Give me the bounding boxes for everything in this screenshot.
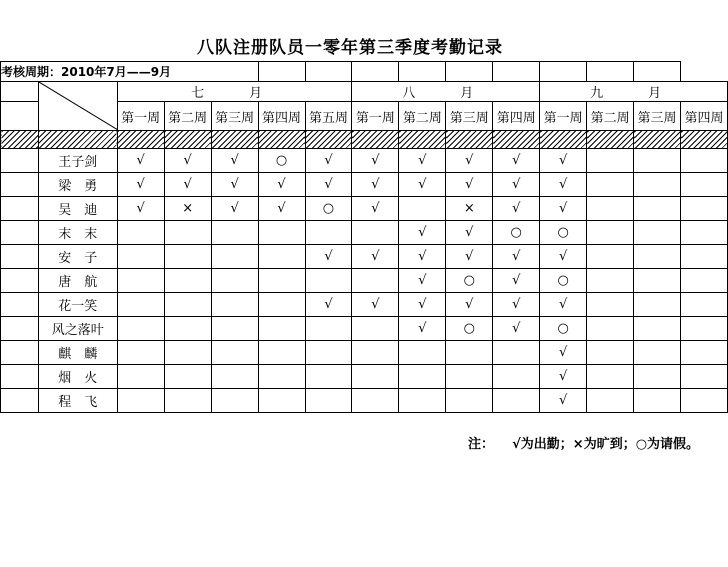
hatch-cell — [38, 131, 117, 149]
attendance-mark: √ — [211, 173, 258, 197]
attendance-mark: × — [164, 197, 211, 221]
attendance-mark — [634, 197, 681, 221]
attendance-mark: √ — [399, 173, 446, 197]
table-row — [1, 197, 728, 221]
attendance-mark — [258, 365, 305, 389]
hatch-cell — [1, 131, 39, 149]
legend-label: 注： — [468, 437, 495, 452]
attendance-mark — [587, 341, 634, 365]
member-name: 唐 航 — [38, 269, 117, 293]
attendance-mark: √ — [164, 173, 211, 197]
attendance-mark — [681, 365, 728, 389]
attendance-mark — [634, 221, 681, 245]
attendance-mark: √ — [258, 173, 305, 197]
attendance-mark: √ — [540, 341, 587, 365]
attendance-mark — [587, 245, 634, 269]
hatch-cell — [117, 131, 164, 149]
attendance-mark — [164, 365, 211, 389]
hatch-cell — [446, 131, 493, 149]
month-header: 八 月 — [352, 82, 540, 102]
attendance-mark — [681, 221, 728, 245]
attendance-mark: √ — [493, 317, 540, 341]
attendance-mark: √ — [117, 173, 164, 197]
attendance-mark — [305, 221, 352, 245]
attendance-mark — [352, 221, 399, 245]
attendance-mark — [117, 317, 164, 341]
attendance-mark — [211, 365, 258, 389]
attendance-mark: √ — [399, 269, 446, 293]
legend-leave: ○为请假。 — [635, 437, 700, 452]
attendance-mark — [399, 365, 446, 389]
attendance-mark: √ — [446, 149, 493, 173]
member-name: 烟 火 — [38, 365, 117, 389]
attendance-mark — [305, 365, 352, 389]
attendance-mark: ○ — [493, 221, 540, 245]
week-header: 第四周 — [493, 102, 540, 131]
week-header: 第二周 — [164, 102, 211, 131]
sheet-title: 八队注册队员一零年第三季度考勤记录 — [197, 38, 503, 58]
hatch-cell — [540, 131, 587, 149]
attendance-mark — [164, 269, 211, 293]
attendance-mark: ○ — [258, 149, 305, 173]
member-name: 梁 勇 — [38, 173, 117, 197]
member-name: 末 末 — [38, 221, 117, 245]
attendance-mark — [446, 389, 493, 413]
week-header: 第一周 — [352, 102, 399, 131]
attendance-mark — [587, 293, 634, 317]
week-header: 第三周 — [446, 102, 493, 131]
attendance-mark: √ — [258, 197, 305, 221]
attendance-mark — [352, 389, 399, 413]
attendance-mark — [446, 365, 493, 389]
attendance-mark: √ — [399, 317, 446, 341]
attendance-mark: √ — [540, 197, 587, 221]
attendance-mark — [258, 341, 305, 365]
member-name: 吴 迪 — [38, 197, 117, 221]
attendance-mark: √ — [305, 149, 352, 173]
member-name: 王子剑 — [38, 149, 117, 173]
attendance-mark — [352, 269, 399, 293]
attendance-mark: √ — [305, 245, 352, 269]
attendance-mark: √ — [493, 293, 540, 317]
attendance-mark — [352, 365, 399, 389]
attendance-mark: √ — [211, 197, 258, 221]
attendance-mark — [493, 389, 540, 413]
attendance-mark: √ — [446, 173, 493, 197]
week-header: 第五周 — [305, 102, 352, 131]
attendance-mark — [211, 341, 258, 365]
diagonal-line — [39, 82, 117, 130]
attendance-mark — [305, 389, 352, 413]
attendance-mark: √ — [446, 293, 493, 317]
table-row — [1, 245, 728, 269]
table-row — [1, 317, 728, 341]
attendance-mark: √ — [446, 245, 493, 269]
attendance-mark: √ — [352, 197, 399, 221]
attendance-mark — [681, 197, 728, 221]
attendance-mark — [258, 269, 305, 293]
attendance-mark — [117, 389, 164, 413]
attendance-mark — [634, 317, 681, 341]
attendance-mark: ○ — [446, 269, 493, 293]
attendance-mark — [211, 221, 258, 245]
attendance-mark — [587, 173, 634, 197]
attendance-mark — [211, 269, 258, 293]
attendance-mark — [634, 269, 681, 293]
attendance-mark — [399, 341, 446, 365]
week-header: 第四周 — [258, 102, 305, 131]
hatch-cell — [211, 131, 258, 149]
week-header: 第三周 — [211, 102, 258, 131]
attendance-mark — [634, 149, 681, 173]
attendance-mark — [587, 269, 634, 293]
attendance-mark — [681, 173, 728, 197]
hatch-cell — [352, 131, 399, 149]
attendance-mark — [258, 317, 305, 341]
table-row — [1, 293, 728, 317]
attendance-mark — [117, 245, 164, 269]
hatch-cell — [681, 131, 728, 149]
attendance-mark — [117, 221, 164, 245]
attendance-mark: √ — [117, 149, 164, 173]
attendance-mark: √ — [540, 389, 587, 413]
attendance-mark — [634, 293, 681, 317]
attendance-mark — [587, 221, 634, 245]
attendance-mark: √ — [352, 293, 399, 317]
attendance-mark: √ — [305, 173, 352, 197]
attendance-mark: √ — [540, 245, 587, 269]
attendance-mark — [258, 389, 305, 413]
attendance-mark — [587, 317, 634, 341]
attendance-mark — [117, 365, 164, 389]
week-header: 第一周 — [117, 102, 164, 131]
attendance-mark — [258, 245, 305, 269]
attendance-mark — [587, 197, 634, 221]
month-header: 七 月 — [117, 82, 352, 102]
attendance-mark: √ — [493, 245, 540, 269]
member-name: 麒 麟 — [38, 341, 117, 365]
attendance-mark — [493, 341, 540, 365]
attendance-mark — [305, 317, 352, 341]
attendance-mark: √ — [493, 197, 540, 221]
attendance-mark — [211, 389, 258, 413]
attendance-mark: √ — [164, 149, 211, 173]
member-name: 程 飞 — [38, 389, 117, 413]
table-row — [1, 149, 728, 173]
attendance-mark: ○ — [540, 221, 587, 245]
attendance-mark: √ — [399, 149, 446, 173]
attendance-mark: √ — [211, 149, 258, 173]
period-cell: 考核周期：2010年7月——9月 — [1, 62, 212, 82]
hatch-cell — [399, 131, 446, 149]
legend-note — [468, 433, 699, 452]
member-name: 安 子 — [38, 245, 117, 269]
legend-present: √为出勤； — [512, 437, 573, 452]
attendance-mark: √ — [540, 293, 587, 317]
attendance-mark — [164, 389, 211, 413]
attendance-mark: √ — [493, 149, 540, 173]
attendance-mark — [352, 341, 399, 365]
week-header: 第一周 — [540, 102, 587, 131]
attendance-mark — [681, 245, 728, 269]
attendance-mark — [634, 245, 681, 269]
attendance-mark — [634, 365, 681, 389]
hatch-cell — [164, 131, 211, 149]
attendance-mark — [681, 317, 728, 341]
table-row — [1, 365, 728, 389]
attendance-mark: √ — [540, 365, 587, 389]
hatch-cell — [258, 131, 305, 149]
hatch-cell — [634, 131, 681, 149]
attendance-mark — [634, 173, 681, 197]
member-name: 风之落叶 — [38, 317, 117, 341]
attendance-mark: √ — [352, 173, 399, 197]
attendance-mark — [305, 341, 352, 365]
week-header: 第二周 — [587, 102, 634, 131]
attendance-mark — [587, 149, 634, 173]
corner-diagonal-cell — [38, 82, 117, 131]
attendance-mark — [399, 389, 446, 413]
member-name: 花一笑 — [38, 293, 117, 317]
attendance-mark — [211, 317, 258, 341]
attendance-mark — [117, 293, 164, 317]
attendance-mark: √ — [540, 173, 587, 197]
attendance-mark: √ — [399, 245, 446, 269]
hatch-cell — [493, 131, 540, 149]
attendance-mark — [587, 389, 634, 413]
attendance-mark: √ — [540, 149, 587, 173]
attendance-mark: √ — [446, 221, 493, 245]
attendance-mark — [117, 269, 164, 293]
legend-absent: ×为旷到； — [572, 437, 636, 452]
week-header: 第四周 — [681, 102, 728, 131]
attendance-mark: ○ — [540, 317, 587, 341]
attendance-mark: √ — [493, 269, 540, 293]
table-row — [1, 341, 728, 365]
attendance-mark — [164, 317, 211, 341]
attendance-mark: × — [446, 197, 493, 221]
attendance-mark — [681, 149, 728, 173]
attendance-mark — [681, 269, 728, 293]
week-header: 第三周 — [634, 102, 681, 131]
attendance-mark — [681, 293, 728, 317]
table-row — [1, 221, 728, 245]
attendance-mark — [164, 221, 211, 245]
attendance-mark — [211, 245, 258, 269]
attendance-mark — [164, 341, 211, 365]
attendance-mark — [634, 389, 681, 413]
attendance-mark — [258, 221, 305, 245]
hatch-cell — [587, 131, 634, 149]
attendance-mark — [399, 197, 446, 221]
attendance-mark: √ — [352, 149, 399, 173]
attendance-mark: √ — [305, 293, 352, 317]
month-header: 九 月 — [540, 82, 728, 102]
attendance-table — [0, 61, 728, 413]
table-row — [1, 269, 728, 293]
attendance-mark: ○ — [305, 197, 352, 221]
week-header: 第二周 — [399, 102, 446, 131]
attendance-mark: ○ — [446, 317, 493, 341]
hatch-cell — [305, 131, 352, 149]
attendance-mark — [164, 245, 211, 269]
table-row — [1, 389, 728, 413]
attendance-mark — [352, 317, 399, 341]
attendance-mark: √ — [399, 221, 446, 245]
attendance-mark — [117, 341, 164, 365]
attendance-mark: √ — [352, 245, 399, 269]
attendance-mark — [681, 341, 728, 365]
attendance-mark — [493, 365, 540, 389]
table-row — [1, 173, 728, 197]
attendance-mark: √ — [117, 197, 164, 221]
attendance-mark — [634, 341, 681, 365]
attendance-mark — [211, 293, 258, 317]
attendance-mark — [587, 365, 634, 389]
attendance-mark — [446, 341, 493, 365]
attendance-mark: √ — [399, 293, 446, 317]
attendance-mark — [258, 293, 305, 317]
attendance-mark — [305, 269, 352, 293]
attendance-mark — [164, 293, 211, 317]
attendance-mark: √ — [493, 173, 540, 197]
attendance-mark: ○ — [540, 269, 587, 293]
attendance-mark — [681, 389, 728, 413]
